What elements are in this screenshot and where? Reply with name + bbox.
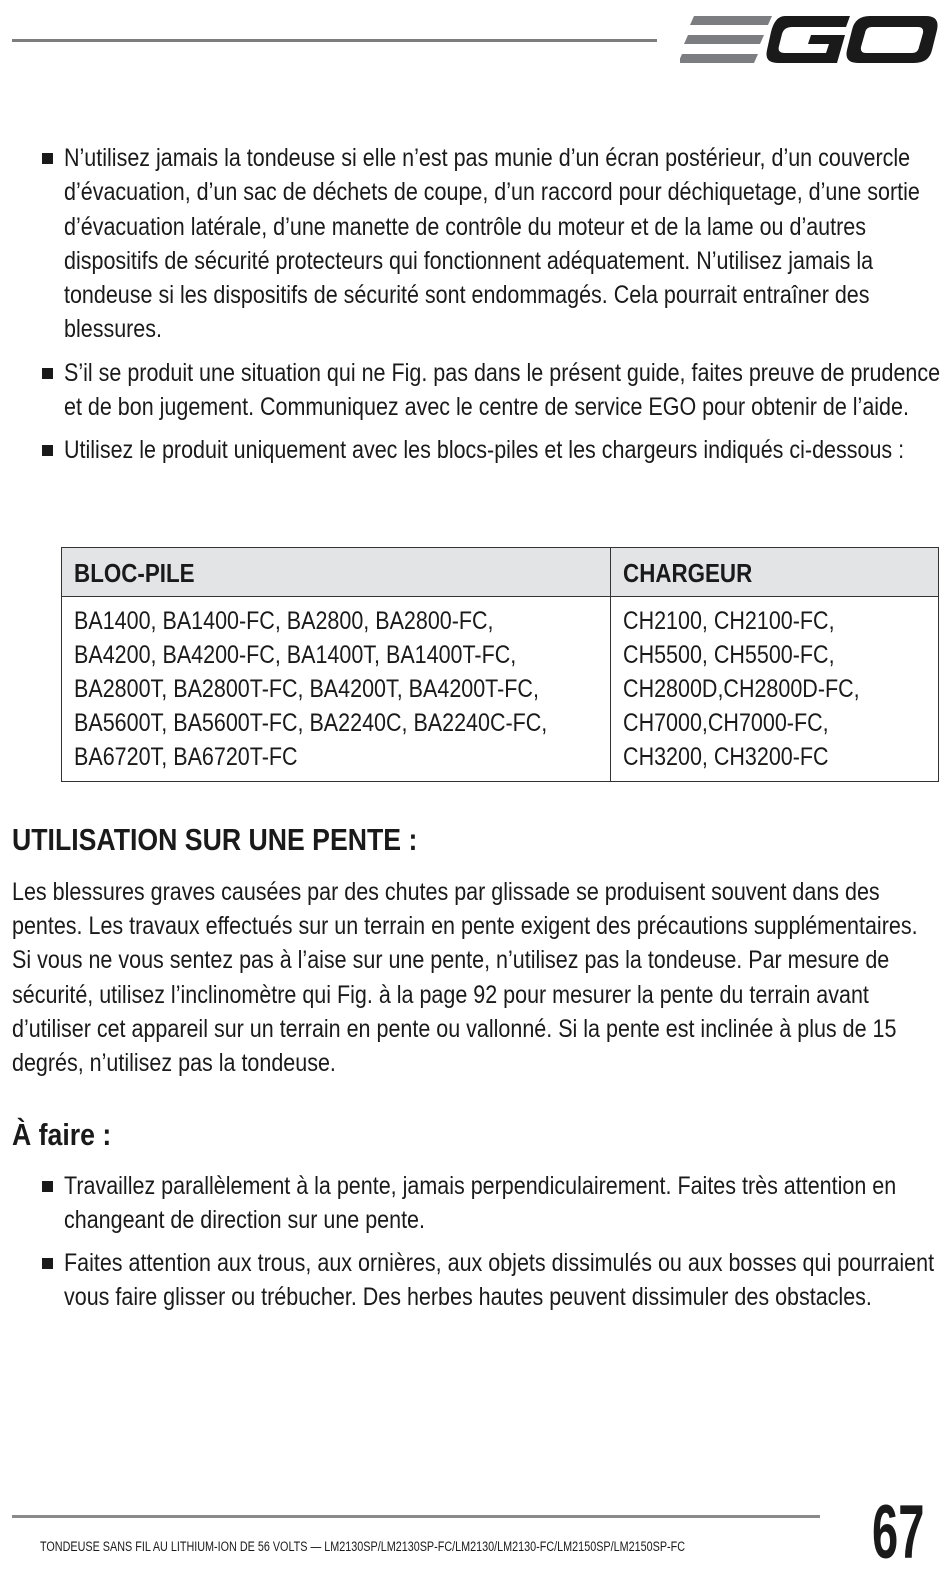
bullet-square-icon xyxy=(42,1181,53,1192)
footer-rule xyxy=(12,1515,820,1518)
charger-line: CH2100, CH2100-FC, xyxy=(623,607,835,635)
column-header-battery: BLOC-PILE xyxy=(62,548,611,597)
bullet-square-icon xyxy=(42,368,53,379)
list-item xyxy=(40,1246,950,1315)
list-item xyxy=(40,356,950,425)
list-item xyxy=(40,433,950,467)
charger-line: CH5500, CH5500-FC, xyxy=(623,641,835,669)
intro-bullet-list xyxy=(40,141,950,477)
compatibility-table xyxy=(61,547,939,782)
battery-models-cell xyxy=(62,597,611,782)
charger-line: CH7000,CH7000-FC, xyxy=(623,709,829,737)
table-header-row xyxy=(62,548,939,597)
bullet-text: Utilisez le produit uniquement avec les blocs-piles et les chargeurs indiqués ci-dessous : xyxy=(64,436,905,465)
bullet-square-icon xyxy=(42,1258,53,1269)
page-number: 67 xyxy=(872,1490,925,1575)
section-title-slope: UTILISATION SUR UNE PENTE : xyxy=(12,822,418,857)
list-item xyxy=(40,1169,950,1238)
battery-line: BA1400, BA1400-FC, BA2800, BA2800-FC, xyxy=(74,607,494,635)
header-rule xyxy=(12,39,657,42)
bullet-text: N’utilisez jamais la tondeuse si elle n’est pas munie d’un écran postérieur, d’un couvercle d’évacuation, d’un sac de déchets de coupe, d’un raccord pour déchiquetage, d’une sortie d’évacuation latérale, d’une manette de contrôle du moteur et de la lame ou d’autres dispositifs de sécurité protecteurs qui fonctionnent adéquatement. N’utilisez jamais la tondeuse si les dispositifs de sécurité sont endommagés. Cela pourrait entraîner des blessures. xyxy=(64,144,920,344)
bullet-square-icon xyxy=(42,445,53,456)
list-item xyxy=(40,141,950,347)
table-row xyxy=(62,597,939,782)
bullet-text: Travaillez parallèlement à la pente, jamais perpendiculairement. Faites très attention en changeant de direction sur une pente. xyxy=(64,1172,897,1235)
battery-line: BA2800T, BA2800T-FC, BA4200T, BA4200T-FC, xyxy=(74,675,539,703)
bullet-square-icon xyxy=(42,153,53,164)
slope-paragraph: Les blessures graves causées par des chutes par glissade se produisent souvent dans des pentes. Les travaux effectués sur un terrain en pente exigent des précautions supplémentaires. Si vous ne vous sentez pas à l’aise sur une pente, n’utilisez pas la tondeuse. Par mesure de sécurité, utilisez l’inclinomètre qui Fig. à la page 92 pour mesurer la pente du terrain avant d’utiliser cet appareil sur un terrain en pente ou vallonné. Si la pente est inclinée à plus de 15 degrés, n’utilisez pas la tondeuse. xyxy=(12,878,918,1078)
do-bullet-list xyxy=(40,1169,950,1322)
charger-line: CH2800D,CH2800D-FC, xyxy=(623,675,860,703)
battery-line: BA4200, BA4200-FC, BA1400T, BA1400T-FC, xyxy=(74,641,517,669)
battery-line: BA5600T, BA5600T-FC, BA2240C, BA2240C-FC, xyxy=(74,709,548,737)
column-header-charger: CHARGEUR xyxy=(611,548,939,597)
charger-line: CH3200, CH3200-FC xyxy=(623,743,829,771)
battery-line: BA6720T, BA6720T-FC xyxy=(74,743,298,771)
footer-product-line: TONDEUSE SANS FIL AU LITHIUM-ION DE 56 VOLTS — LM2130SP/LM2130SP-FC/LM2130/LM2130-FC/LM2150SP/LM2150SP-FC xyxy=(40,1539,686,1554)
bullet-text: Faites attention aux trous, aux ornières, aux objets dissimulés ou aux bosses qui pourraient vous faire glisser ou trébucher. Des herbes hautes peuvent dissimuler des obstacles. xyxy=(64,1248,935,1311)
section-title-do: À faire : xyxy=(12,1117,112,1152)
charger-models-cell xyxy=(611,597,939,782)
bullet-text: S’il se produit une situation qui ne Fig. pas dans le présent guide, faites preuve de prudence et de bon jugement. Communiquez avec le centre de service EGO pour obtenir de l’aide. xyxy=(64,358,941,422)
ego-logo xyxy=(680,10,938,70)
